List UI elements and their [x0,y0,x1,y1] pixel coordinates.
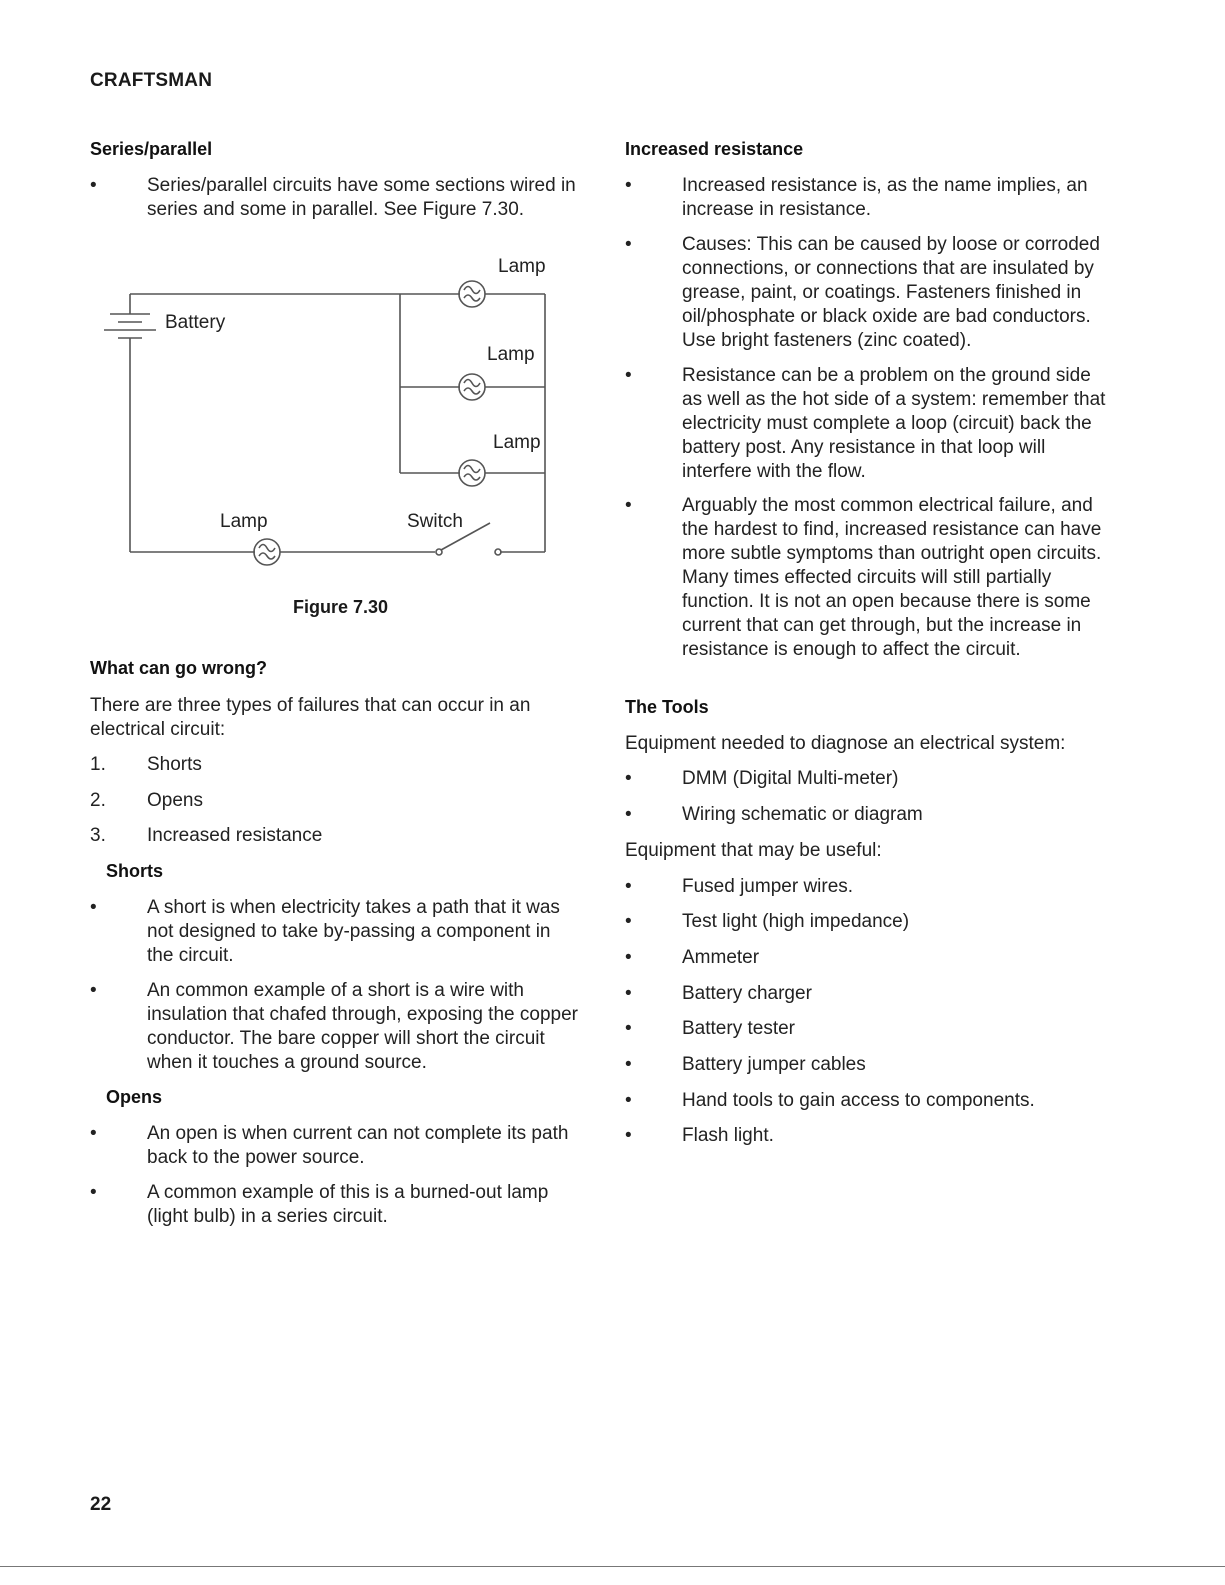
lamp-bottom-symbol [459,460,485,486]
item-text: Increased resistance [147,825,323,846]
bullet-marker: • [90,1123,97,1144]
bullet-text: An common example of a short is a wire with insulation that chafed through, exposing the copper conductor. The bare copper will short the circuit when it touches a ground source. [147,980,578,1073]
bullet-marker: • [625,365,632,386]
bullet-text: Battery charger [682,983,812,1004]
label-lamp-top: Lamp [498,256,546,277]
bullet-text: Battery tester [682,1018,795,1039]
item-text: Shorts [147,754,202,775]
bullet-text: Ammeter [682,947,760,968]
bullet-text: DMM (Digital Multi-meter) [682,768,899,789]
bullet-text: A short is when electricity takes a path that it was not designed to take by-passing a component in the circuit. [147,897,560,966]
label-lamp-middle: Lamp [487,344,535,365]
bullet-marker: • [625,1125,632,1146]
bullet-marker: • [90,980,97,1001]
heading-the-tools: The Tools [625,697,709,717]
bullet-text: Resistance can be a problem on the ground side as well as the hot side of a system: remember that electricity must complete a loop (circuit) back the battery post. Any resistance in that loop will interfere with the flow. [682,365,1106,482]
heading-series-parallel: Series/parallel [90,139,213,159]
bullet-marker: • [625,804,632,825]
bullet-marker: • [625,1018,632,1039]
label-switch: Switch [407,511,463,532]
bottom-rule [0,1566,1225,1567]
bullet-marker: • [625,495,632,516]
intro-paragraph: There are three types of failures that can occur in an electrical circuit: [90,695,531,740]
bullet-marker: • [625,876,632,897]
subheading-shorts: Shorts [106,861,164,881]
bullet-marker: • [625,234,632,255]
bullet-marker: • [625,1054,632,1075]
bullet-marker: • [625,911,632,932]
running-header-brand: CRAFTSMAN [90,70,213,91]
item-number: 1. [90,754,106,775]
bullet-text: Flash light. [682,1125,774,1146]
bullet-text: Battery jumper cables [682,1054,866,1075]
circuit-diagram-figure [90,245,580,575]
equipment-useful-intro: Equipment that may be useful: [625,840,882,861]
item-number: 2. [90,790,106,811]
label-lamp-bottom: Lamp [493,432,541,453]
item-text: Opens [147,790,203,811]
bullet-text: Series/parallel circuits have some sections wired in series and some in parallel. See Figure 7.30. [147,175,576,220]
bullet-marker: • [625,1090,632,1111]
figure-caption: Figure 7.30 [293,597,389,617]
label-lamp-series: Lamp [220,511,268,532]
bullet-text: Fused jumper wires. [682,876,854,897]
subheading-opens: Opens [106,1087,163,1107]
bullet-text: Wiring schematic or diagram [682,804,923,825]
bullet-text: Arguably the most common electrical failure, and the hardest to find, increased resistance can have more subtle symptoms than outright open circuits. Many times effected circuits will still partially function. It is not an open because there is some current that can get through, but the increase in resistance is enough to affect the circuit. [682,495,1102,660]
bullet-marker: • [90,175,97,196]
heading-increased-resistance: Increased resistance [625,139,804,159]
page-number: 22 [90,1494,112,1515]
label-battery: Battery [165,312,226,333]
bullet-text: Test light (high impedance) [682,911,910,932]
bullet-text: Hand tools to gain access to components. [682,1090,1035,1111]
heading-what-can-go-wrong: What can go wrong? [90,658,267,678]
equipment-needed-intro: Equipment needed to diagnose an electrical system: [625,733,1066,754]
bullet-marker: • [90,897,97,918]
bullet-marker: • [625,983,632,1004]
bullet-marker: • [90,1182,97,1203]
lamp-top-symbol [459,281,485,307]
bullet-marker: • [625,175,632,196]
bullet-text: Causes: This can be caused by loose or corroded connections, or connections that are insulated by grease, paint, or coatings. Fasteners finished in oil/phosphate or black oxide are bad conductors. Use bright fasteners (zinc coated). [682,234,1100,351]
lamp-middle-symbol [459,374,485,400]
bullet-text: Increased resistance is, as the name implies, an increase in resistance. [682,175,1088,220]
bullet-text: A common example of this is a burned-out lamp (light bulb) in a series circuit. [147,1182,549,1227]
lamp-series-symbol [254,539,280,565]
bullet-text: An open is when current can not complete its path back to the power source. [147,1123,569,1168]
bullet-marker: • [625,947,632,968]
bullet-marker: • [625,768,632,789]
item-number: 3. [90,825,106,846]
